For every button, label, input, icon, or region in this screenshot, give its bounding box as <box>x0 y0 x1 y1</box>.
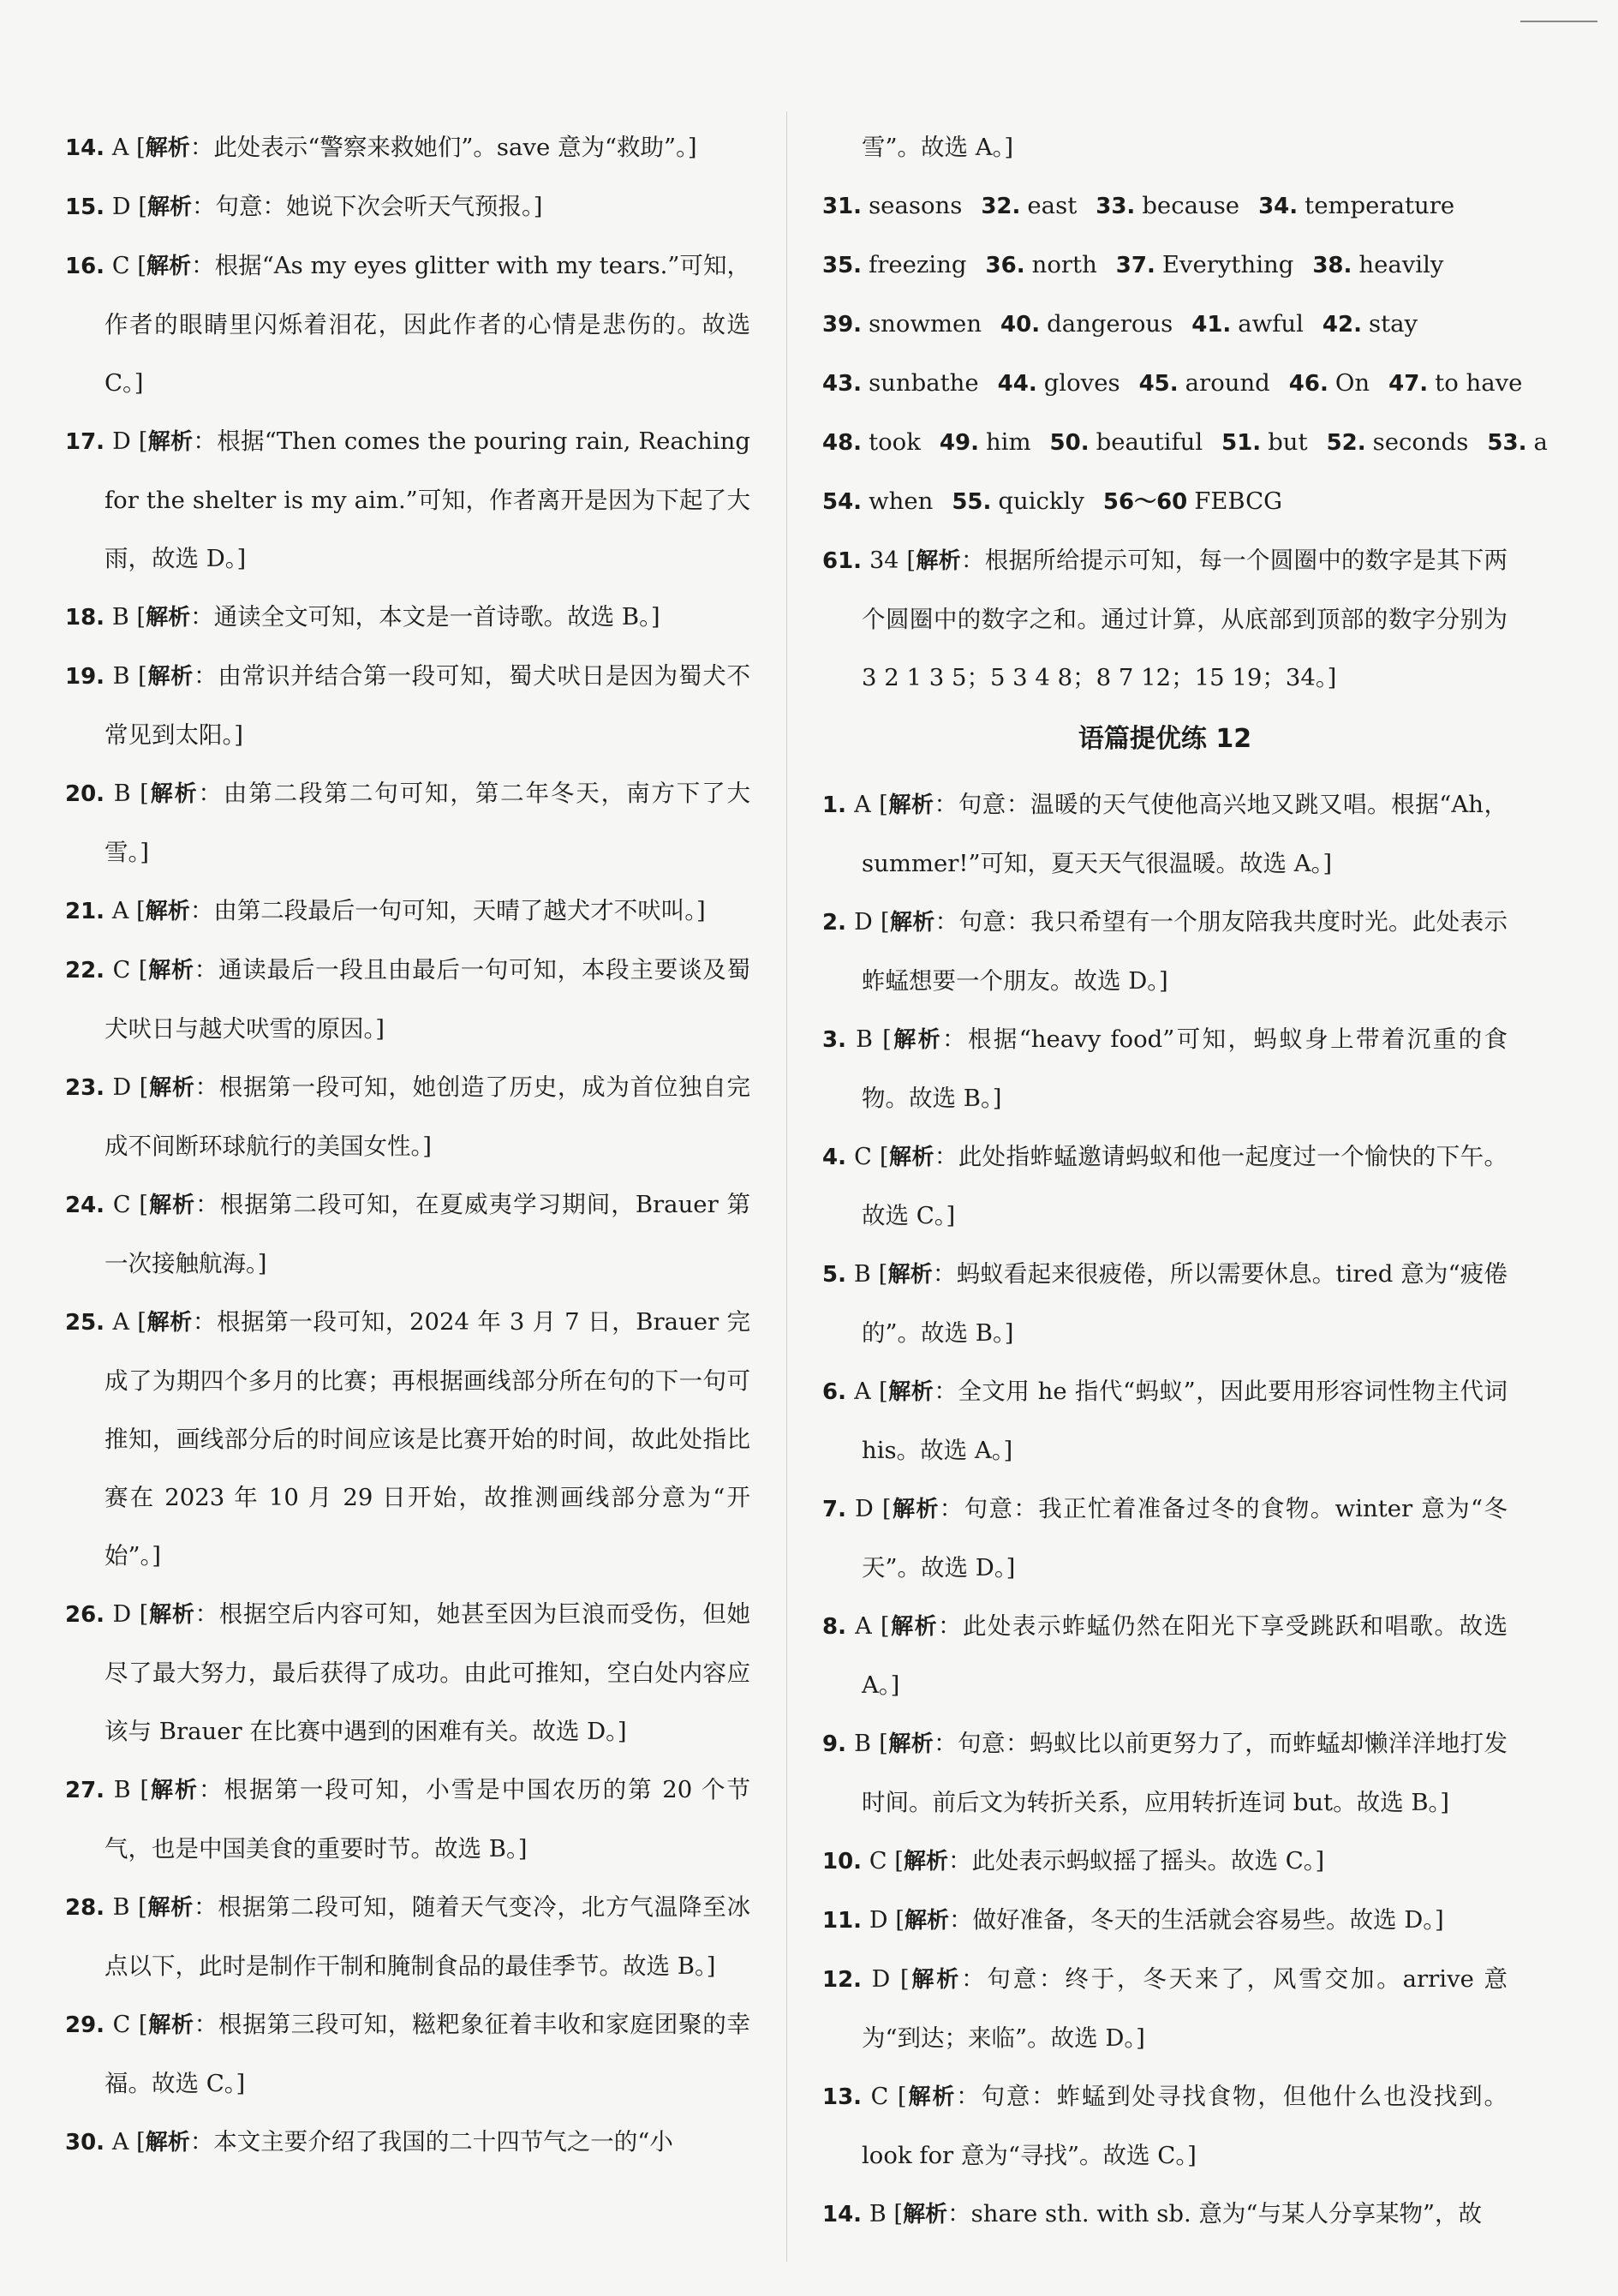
question-number: 45. <box>1138 371 1179 397</box>
fill-item <box>1096 176 1239 236</box>
analysis-text: 本文主要介绍了我国的二十四节气之一的“小 <box>213 2128 673 2155</box>
question-number: 55. <box>952 489 992 515</box>
answer-word: freezing <box>869 251 967 278</box>
fill-item <box>1388 354 1522 413</box>
analysis-label: 解析 <box>891 1027 943 1053</box>
answer-entry: 10. C [解析：此处表示蚂蚁摇了摇头。故选 C。] <box>822 1847 1325 1874</box>
analysis-label: 解析 <box>887 1262 933 1288</box>
fill-row <box>822 472 1508 531</box>
question-number: 28. <box>65 1895 105 1921</box>
column-divider <box>786 111 787 2262</box>
analysis-text: 全文用 he 指代“蚂蚁”，因此要用形容词性物主代词 his。故选 A。] <box>862 1378 1508 1464</box>
question-number: 4. <box>822 1145 846 1170</box>
answer-letter: C <box>870 2084 889 2110</box>
answer-letter: A <box>111 135 129 161</box>
question-number: 23. <box>65 1075 105 1101</box>
answer-entry: 16. C [解析：根据“As my eyes glitter with my tears.”可知，作者的眼睛里闪烁着泪花，因此作者的心情是悲伤的。故选 C。] <box>65 252 750 397</box>
answer-letter: B <box>111 604 129 631</box>
fill-item <box>1000 295 1173 354</box>
analysis-text: share sth. with sb. 意为“与某人分享某物”，故 <box>970 2200 1483 2227</box>
answer-word: him <box>985 428 1031 456</box>
analysis-label: 解析 <box>888 1145 934 1170</box>
fill-in-answers <box>822 176 1548 531</box>
question-number: 22. <box>65 958 105 984</box>
analysis-label: 解析 <box>887 1379 934 1405</box>
answer-word: took <box>869 428 921 456</box>
fill-item <box>1312 236 1443 295</box>
analysis-text: 由常识并结合第一段可知，蜀犬吠日是因为蜀犬不常见到太阳。] <box>104 662 750 749</box>
answer-entry: 14. A [解析：此处表示“警察来救她们”。save 意为“救助”。] <box>65 134 697 161</box>
question-number: 20. <box>65 781 105 807</box>
answer-entry: 17. D [解析：根据“Then comes the pouring rain, Reaching for the shelter is my aim.”可知，作者离开是因为下起了大雨，故选 D。] <box>65 428 750 572</box>
top-rule <box>1520 21 1597 22</box>
answer-letter: A <box>112 1309 129 1336</box>
analysis-text: 根据空后内容可知，她甚至因为巨浪而受伤，但她尽了最大努力，最后获得了成功。由此可推知，空白处内容应该与 Brauer 在比赛中遇到的困难有关。故选 D。] <box>104 1600 750 1745</box>
analysis-label: 解析 <box>909 1967 962 1993</box>
answer-entry: 24. C [解析：根据第二段可知，在夏威夷学习期间，Brauer 第一次接触航海。] <box>65 1191 750 1277</box>
analysis-text: 此处表示蚱蜢仍然在阳光下享受跳跃和唱歌。故选 A。] <box>862 1612 1508 1699</box>
fill-item <box>1322 295 1418 354</box>
question-number: 49. <box>939 430 979 456</box>
answer-entry: 28. B [解析：根据第二段可知，随着天气变冷，北方气温降至冰点以下，此时是制作干制和腌制食品的最佳季节。故选 B。] <box>65 1893 750 1980</box>
question-number: 50. <box>1049 430 1090 456</box>
question-number: 38. <box>1312 253 1352 278</box>
answer-word: but <box>1268 428 1308 456</box>
analysis-text: 句意：我只希望有一个朋友陪我共度时光。此处表示蚱蜢想要一个朋友。故选 D。] <box>862 908 1508 995</box>
answer-letter: D <box>855 1496 874 1522</box>
analysis-text: 句意：终于，冬天来了，风雪交加。arrive 意为“到达；来临”。故选 D。] <box>862 1965 1508 2052</box>
answer-letter: D <box>111 194 131 220</box>
answer-letter: C <box>111 253 130 279</box>
analysis-label: 解析 <box>146 664 194 690</box>
fill-item <box>998 354 1120 413</box>
analysis-text: 此处表示蚂蚁摇了摇头。故选 C。] <box>971 1847 1325 1874</box>
answer-word: seasons <box>869 192 963 219</box>
answer-word: when <box>869 487 934 515</box>
answer-entry: 9. B [解析：句意：蚂蚁比以前更努力了，而蚱蜢却懒洋洋地打发时间。前后文为转折关系，应用转折连词 but。故选 B。] <box>822 1730 1508 1816</box>
analysis-label: 解析 <box>145 899 190 924</box>
question-number: 19. <box>65 664 105 690</box>
answer-letter: B <box>869 2201 887 2227</box>
answer-letter: B <box>856 1026 873 1053</box>
analysis-text: 做好准备，冬天的生活就会容易些。故选 D。] <box>972 1906 1444 1934</box>
analysis-label: 解析 <box>889 1614 939 1640</box>
fill-row <box>822 295 1508 354</box>
analysis-text: 根据第一段可知，小雪是中国农历的第 20 个节气，也是中国美食的重要时节。故选 B。] <box>104 1776 750 1863</box>
answer-entry: 30. A [解析：本文主要介绍了我国的二十四节气之一的“小 <box>65 2128 673 2155</box>
answer-letter: B <box>112 663 130 690</box>
analysis-label: 解析 <box>887 792 934 818</box>
question-number: 15. <box>65 194 105 220</box>
analysis-label: 解析 <box>146 194 192 220</box>
answer-entry: 3. B [解析：根据“heavy food”可知，蚂蚁身上带着沉重的食物。故选 B。] <box>822 1025 1508 1112</box>
answer-entry: 6. A [解析：全文用 he 指代“蚂蚁”，因此要用形容词性物主代词 his。故选 A。] <box>822 1378 1508 1464</box>
analysis-text: 句意：她说下次会听天气预报。] <box>215 193 543 220</box>
analysis-label: 解析 <box>147 2012 194 2038</box>
fill-item <box>1103 472 1282 531</box>
analysis-label: 解析 <box>146 1310 193 1336</box>
fill-row <box>822 176 1508 236</box>
answer-letter: B <box>113 1777 131 1803</box>
analysis-label: 解析 <box>148 781 199 807</box>
analysis-text: 由第二段最后一句可知，天晴了越犬才不吠叫。] <box>213 897 706 924</box>
question-number: 7. <box>822 1497 846 1522</box>
fill-item <box>1050 413 1203 472</box>
analysis-text: 句意：温暖的天气使他高兴地又跳又唱。根据“Ah，summer!”可知，夏天天气很温暖。故选 A。] <box>862 791 1508 877</box>
answer-word: north <box>1031 251 1097 278</box>
answer-word: around <box>1185 369 1270 397</box>
answer-letter: A <box>854 1378 871 1405</box>
question-number: 26. <box>65 1602 105 1628</box>
analysis-text: 此处指蚱蜢邀请蚂蚁和他一起度过一个愉快的下午。故选 C。] <box>862 1143 1508 1229</box>
fill-item <box>940 413 1031 472</box>
analysis-label: 解析 <box>145 2130 190 2155</box>
analysis-label: 解析 <box>148 1602 195 1628</box>
answer-entry: 18. B [解析：通读全文可知，本文是一首诗歌。故选 B。] <box>65 603 660 631</box>
answer-entry: 29. C [解析：根据第三段可知，糍粑象征着丰收和家庭团聚的幸福。故选 C。] <box>65 2011 750 2097</box>
answer-word: stay <box>1368 310 1418 338</box>
fill-item <box>1191 295 1304 354</box>
answer-entry: 14. B [解析：share sth. with sb. 意为“与某人分享某物”，故 <box>822 2200 1483 2227</box>
right-column <box>822 118 1548 2244</box>
answer-entry: 13. C [解析：句意：蚱蜢到处寻找食物，但他什么也没找到。look for 意为“寻找”。故选 C。] <box>822 2083 1508 2169</box>
question-number: 12. <box>822 1967 863 1993</box>
question-number: 14. <box>822 2202 863 2227</box>
question-number: 35. <box>822 253 863 278</box>
answer-word: to have <box>1435 369 1523 397</box>
question-number: 11. <box>822 1908 863 1934</box>
question-number: 8. <box>822 1614 846 1640</box>
fill-item <box>981 176 1077 236</box>
answer-word: because <box>1142 192 1240 219</box>
question-number: 40. <box>1000 312 1041 338</box>
question-number: 1. <box>822 792 846 818</box>
question-number: 42. <box>1322 312 1362 338</box>
answer-entry: 21. A [解析：由第二段最后一句可知，天晴了越犬才不吠叫。] <box>65 897 706 924</box>
answer-letter: D <box>854 909 873 936</box>
analysis-text: 根据“heavy food”可知，蚂蚁身上带着沉重的食物。故选 B。] <box>862 1025 1508 1112</box>
answer-word: awful <box>1238 310 1304 338</box>
analysis-label: 解析 <box>148 1075 195 1101</box>
answer-word: temperature <box>1305 192 1455 219</box>
answer-letter: 34 <box>869 547 899 574</box>
fill-item <box>1139 354 1270 413</box>
analysis-label: 解析 <box>146 1895 194 1921</box>
question-number: 13. <box>822 2084 863 2110</box>
analysis-label: 解析 <box>904 1908 949 1934</box>
answer-entry: 20. B [解析：由第二段第二句可知，第二年冬天，南方下了大雪。] <box>65 780 750 866</box>
answer-letter: B <box>854 1731 871 1757</box>
question-number: 29. <box>65 2012 105 2038</box>
analysis-text: 根据第三段可知，糍粑象征着丰收和家庭团聚的幸福。故选 C。] <box>104 2011 750 2097</box>
analysis-text: 根据“Then comes the pouring rain, Reaching for the shelter is my aim.”可知，作者离开是因为下起了大雨，故选 D。] <box>104 428 750 572</box>
answer-entry-61 <box>822 531 1508 707</box>
fill-item <box>822 295 982 354</box>
fill-item <box>822 354 979 413</box>
question-number: 17. <box>65 429 105 455</box>
answer-word: heavily <box>1358 251 1444 278</box>
analysis-label: 解析 <box>891 1497 940 1522</box>
answer-entry: 22. C [解析：通读最后一段且由最后一句可知，本段主要谈及蜀犬吠日与越犬吠雪的原因。] <box>65 956 750 1043</box>
answer-word: On <box>1334 369 1370 397</box>
analysis-text: 此处表示“警察来救她们”。save 意为“救助”。] <box>213 134 697 161</box>
analysis-text: 蚂蚁看起来很疲倦，所以需要休息。tired 意为“疲倦的”。故选 B。] <box>862 1260 1508 1347</box>
answer-letter: D <box>112 428 131 455</box>
fill-row <box>822 354 1523 413</box>
analysis-label: 解析 <box>148 1193 196 1218</box>
question-number: 18. <box>65 605 105 631</box>
answer-entry: 25. A [解析：根据第一段可知，2024 年 3 月 7 日，Brauer 完成了为期四个多月的比赛；再根据画线部分所在句的下一句可推知，画线部分后的时间应该是比赛开始的时间，故此处指比赛在 2023 年 10 月 29 日开始，故推测画线部分意为“开始”。] <box>65 1308 750 1570</box>
analysis-label: 解析 <box>903 1849 948 1874</box>
question-number: 53. <box>1487 430 1527 456</box>
answer-entry: 61. 34 [解析：根据所给提示可知，每一个圆圈中的数字是其下两个圆圈中的数字之和。通过计算，从底部到顶部的数字分别为 3 2 1 3 5；5 3 4 8；8 7 12；15 19；34。] <box>822 547 1508 691</box>
answer-letter: C <box>112 957 131 984</box>
answer-word: seconds <box>1372 428 1469 456</box>
answer-letter: B <box>112 1894 130 1921</box>
answer-letter: A <box>111 2129 129 2155</box>
fill-item <box>822 413 921 472</box>
question-number: 51. <box>1221 430 1262 456</box>
question-number: 30. <box>65 2130 105 2155</box>
analysis-label: 解析 <box>146 605 191 631</box>
analysis-label: 解析 <box>916 548 961 574</box>
answer-letter: A <box>855 1613 872 1640</box>
answer-letter: D <box>869 1907 888 1934</box>
question-number: 43. <box>822 371 863 397</box>
question-number: 25. <box>65 1310 105 1336</box>
analysis-text: 根据第一段可知，她创造了历史，成为首位独自完成不间断环球航行的美国女性。] <box>104 1073 750 1160</box>
analysis-text: 根据第一段可知，2024 年 3 月 7 日，Brauer 完成了为期四个多月的比赛；再根据画线部分所在句的下一句可推知，画线部分后的时间应该是比赛开始的时间，故此处指比赛在 2023 年 10 月 29 日开始，故推测画线部分意为“开始”。] <box>104 1308 750 1570</box>
answer-word: sunbathe <box>869 369 979 397</box>
answer-word: Everything <box>1161 251 1294 278</box>
answer-entry: 12. D [解析：句意：终于，冬天来了，风雪交加。arrive 意为“到达；来临”。故选 D。] <box>822 1965 1508 2052</box>
analysis-label: 解析 <box>145 135 190 161</box>
fill-item <box>1116 236 1294 295</box>
question-number: 52. <box>1326 430 1366 456</box>
answer-word: gloves <box>1043 369 1120 397</box>
answer-word: quickly <box>998 487 1084 515</box>
section-title: 语篇提优练 12 <box>1078 724 1252 754</box>
analysis-label: 解析 <box>149 1778 200 1803</box>
question-number: 54. <box>822 489 863 515</box>
question-number: 10. <box>822 1849 863 1874</box>
question-number: 48. <box>822 430 863 456</box>
question-number: 46. <box>1288 371 1328 397</box>
answer-word: a <box>1533 428 1548 456</box>
question-number: 2. <box>822 910 846 936</box>
question-number: 24. <box>65 1193 105 1218</box>
question-number: 47. <box>1388 371 1429 397</box>
analysis-label: 解析 <box>887 1731 934 1757</box>
analysis-label: 解析 <box>146 254 192 279</box>
left-column <box>65 118 750 2172</box>
analysis-text: 句意：蚂蚁比以前更努力了，而蚱蜢却懒洋洋地打发时间。前后文为转折关系，应用转折连词 but。故选 B。] <box>862 1730 1508 1816</box>
answer-letter: B <box>853 1261 871 1288</box>
question-number: 14. <box>65 135 105 161</box>
answer-word: beautiful <box>1096 428 1203 456</box>
answer-letter: D <box>112 1074 132 1101</box>
analysis-text: 句意：蚱蜢到处寻找食物，但他什么也没找到。look for 意为“寻找”。故选 C。] <box>862 2083 1508 2169</box>
answer-entry: 2. D [解析：句意：我只希望有一个朋友陪我共度时光。此处表示蚱蜢想要一个朋友。故选 D。] <box>822 908 1508 995</box>
answer-letter: D <box>112 1601 132 1628</box>
answer-letter: B <box>113 780 131 807</box>
question-number: 41. <box>1191 312 1232 338</box>
answer-letter: D <box>871 1966 891 1993</box>
answer-entry: 1. A [解析：句意：温暖的天气使他高兴地又跳又唱。根据“Ah，summer!”可知，夏天天气很温暖。故选 A。] <box>822 791 1508 877</box>
continuation-text: 雪”。故选 A。] <box>862 134 1014 161</box>
question-number: 44. <box>997 371 1037 397</box>
analysis-label: 解析 <box>889 910 935 936</box>
question-number: 6. <box>822 1379 846 1405</box>
question-number: 27. <box>65 1778 105 1803</box>
question-number: 16. <box>65 254 105 279</box>
answer-letter: C <box>869 1848 887 1874</box>
fill-item <box>822 236 967 295</box>
analysis-text: 根据第二段可知，随着天气变冷，北方气温降至冰点以下，此时是制作干制和腌制食品的最佳季节。故选 B。] <box>104 1893 750 1980</box>
answer-word: dangerous <box>1047 310 1173 338</box>
answer-word: FEBCG <box>1194 487 1283 515</box>
question-number: 31. <box>822 194 863 219</box>
question-number: 32. <box>981 194 1021 219</box>
analysis-label: 解析 <box>147 958 194 984</box>
analysis-text: 根据“As my eyes glitter with my tears.”可知，作者的眼睛里闪烁着泪花，因此作者的心情是悲伤的。故选 C。] <box>104 252 750 397</box>
question-number: 5. <box>822 1262 846 1288</box>
answer-entry: 11. D [解析：做好准备，冬天的生活就会容易些。故选 D。] <box>822 1906 1444 1934</box>
fill-item <box>1258 176 1454 236</box>
fill-row <box>822 236 1508 295</box>
question-number: 37. <box>1115 253 1155 278</box>
fill-item <box>1289 354 1370 413</box>
answer-letter: C <box>112 1192 131 1218</box>
answer-entry: 15. D [解析：句意：她说下次会听天气预报。] <box>65 193 543 220</box>
answer-letter: A <box>111 898 129 924</box>
answer-entry: 5. B [解析：蚂蚁看起来很疲倦，所以需要休息。tired 意为“疲倦的”。故选 B。] <box>822 1260 1508 1347</box>
answer-entry: 7. D [解析：句意：我正忙着准备过冬的食物。winter 意为“冬天”。故选 D。] <box>822 1495 1508 1581</box>
fill-item <box>1327 413 1469 472</box>
question-number: 9. <box>822 1731 846 1757</box>
section-entries <box>822 775 1508 2244</box>
fill-item <box>822 176 962 236</box>
question-number: 34. <box>1258 194 1299 219</box>
answer-entry: 8. A [解析：此处表示蚱蜢仍然在阳光下享受跳跃和唱歌。故选 A。] <box>822 1612 1508 1699</box>
question-number: 61. <box>822 548 863 574</box>
analysis-label: 解析 <box>906 2084 957 2110</box>
answer-letter: A <box>854 792 871 818</box>
analysis-text: 通读全文可知，本文是一首诗歌。故选 B。] <box>213 603 660 631</box>
question-number: 21. <box>65 899 105 924</box>
fill-item <box>952 472 1084 531</box>
fill-item <box>1487 413 1547 472</box>
analysis-label: 解析 <box>147 429 194 455</box>
answer-entry: 19. B [解析：由常识并结合第一段可知，蜀犬吠日是因为蜀犬不常见到太阳。] <box>65 662 750 749</box>
analysis-text: 句意：我正忙着准备过冬的食物。winter 意为“冬天”。故选 D。] <box>862 1495 1508 1581</box>
analysis-label: 解析 <box>903 2202 948 2227</box>
fill-item <box>986 236 1097 295</box>
fill-item <box>822 472 933 531</box>
question-number: 56～60 <box>1102 489 1188 515</box>
answer-letter: C <box>112 2012 131 2038</box>
answer-entry: 27. B [解析：根据第一段可知，小雪是中国农历的第 20 个节气，也是中国美食的重要时节。故选 B。] <box>65 1776 750 1863</box>
question-number: 3. <box>822 1027 846 1053</box>
answer-entry: 26. D [解析：根据空后内容可知，她甚至因为巨浪而受伤，但她尽了最大努力，最后获得了成功。由此可推知，空白处内容应该与 Brauer 在比赛中遇到的困难有关。故选 D。] <box>65 1600 750 1745</box>
question-number: 36. <box>985 253 1025 278</box>
analysis-text: 通读最后一段且由最后一句可知，本段主要谈及蜀犬吠日与越犬吠雪的原因。] <box>104 956 750 1043</box>
fill-item <box>1221 413 1307 472</box>
analysis-text: 由第二段第二句可知，第二年冬天，南方下了大雪。] <box>104 780 750 866</box>
answer-entry: 4. C [解析：此处指蚱蜢邀请蚂蚁和他一起度过一个愉快的下午。故选 C。] <box>822 1143 1508 1229</box>
fill-row <box>822 413 1548 472</box>
analysis-text: 根据所给提示可知，每一个圆圈中的数字是其下两个圆圈中的数字之和。通过计算，从底部到顶部的数字分别为 3 2 1 3 5；5 3 4 8；8 7 12；15 19；34。] <box>862 547 1508 691</box>
answer-word: snowmen <box>869 310 982 338</box>
question-number: 39. <box>822 312 863 338</box>
question-number: 33. <box>1096 194 1136 219</box>
answer-letter: C <box>854 1144 872 1170</box>
analysis-text: 根据第二段可知，在夏威夷学习期间，Brauer 第一次接触航海。] <box>104 1191 750 1277</box>
answer-entry: 23. D [解析：根据第一段可知，她创造了历史，成为首位独自完成不间断环球航行的美国女性。] <box>65 1073 750 1160</box>
answer-word: east <box>1027 192 1078 219</box>
